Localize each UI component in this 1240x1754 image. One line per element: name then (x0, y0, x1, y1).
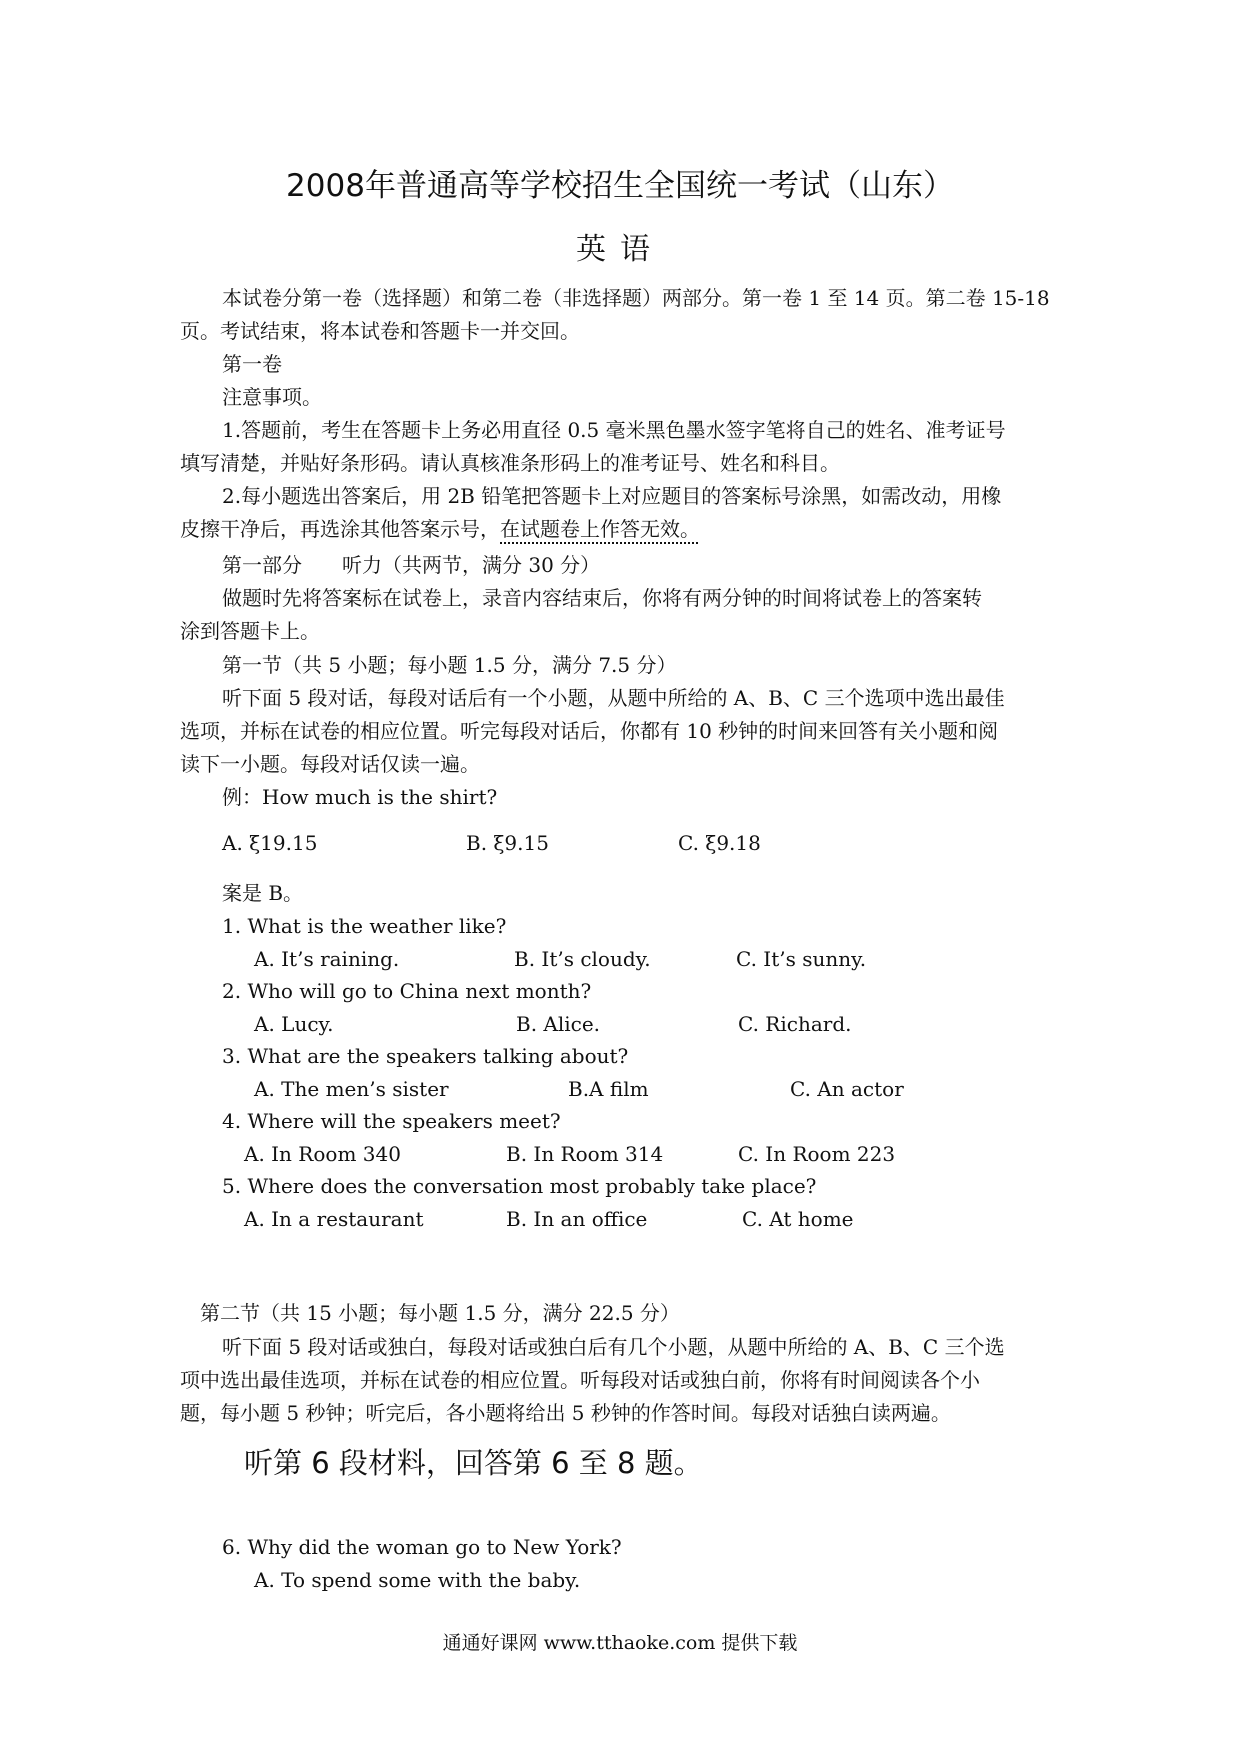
section-2-instr-line-1: 听下面 5 段对话或独白，每段对话或独白后有几个小题，从题中所给的 A、B、C 三个选 (222, 1335, 1005, 1359)
volume-1-label: 第一卷 (222, 352, 282, 376)
intro-line-2: 页。考试结束，将本试卷和答题卡一并交回。 (180, 319, 580, 343)
question-2: 2. Who will go to China next month? (222, 979, 592, 1003)
note-2-line-1: 2.每小题选出答案后，用 2B 铅笔把答题卡上对应题目的答案标号涂黑，如需改动，用橡 (222, 484, 1002, 508)
q4-option-c: C. In Room 223 (738, 1142, 896, 1166)
q5-option-c: C. At home (742, 1207, 854, 1231)
question-1: 1. What is the weather like? (222, 914, 507, 938)
note-2-line-2 (180, 516, 700, 542)
notes-title: 注意事项。 (222, 385, 322, 409)
q5-option-b: B. In an office (506, 1207, 648, 1231)
question-6: 6. Why did the woman go to New York? (222, 1535, 622, 1559)
q2-option-a: A. Lucy. (254, 1012, 334, 1036)
note-2-emphasis: 在试题卷上作答无效。 (500, 517, 700, 541)
q6-option-a: A. To spend some with the baby. (254, 1568, 581, 1592)
section-1-instr-line-1: 听下面 5 段对话，每段对话后有一个小题，从题中所给的 A、B、C 三个选项中选出最佳 (222, 686, 1005, 710)
question-4: 4. Where will the speakers meet? (222, 1109, 561, 1133)
part-1-instr-line-2: 涂到答题卡上。 (180, 619, 320, 643)
q1-option-b: B. It’s cloudy. (514, 947, 651, 971)
section-1-instr-line-3: 读下一小题。每段对话仅读一遍。 (180, 752, 480, 776)
part-1-title: 第一部分 听力（共两节，满分 30 分） (222, 553, 601, 577)
page-title: 2008年普通高等学校招生全国统一考试（山东） (286, 168, 954, 204)
q5-option-a: A. In a restaurant (244, 1207, 424, 1231)
section-2-title: 第二节（共 15 小题；每小题 1.5 分，满分 22.5 分） (200, 1301, 680, 1325)
section-1-title: 第一节（共 5 小题；每小题 1.5 分，满分 7.5 分） (222, 653, 677, 677)
q2-option-c: C. Richard. (738, 1012, 852, 1036)
example-option-b: B. ξ9.15 (466, 831, 549, 855)
q4-option-b: B. In Room 314 (506, 1142, 664, 1166)
q1-option-a: A. It’s raining. (254, 947, 400, 971)
part-1-instr-line-1: 做题时先将答案标在试卷上，录音内容结束后，你将有两分钟的时间将试卷上的答案转 (222, 586, 982, 610)
note-2-line-2-text: 皮擦干净后，再选涂其他答案示号， (180, 517, 500, 541)
example-option-c: C. ξ9.18 (678, 831, 761, 855)
q1-option-c: C. It’s sunny. (736, 947, 867, 971)
material-6-heading: 听第 6 段材料，回答第 6 至 8 题。 (244, 1446, 703, 1480)
example-option-a: A. ξ19.15 (222, 831, 318, 855)
q3-option-b: B.A film (568, 1077, 649, 1101)
q3-option-a: A. The men’s sister (254, 1077, 449, 1101)
section-1-instr-line-2: 选项，并标在试卷的相应位置。听完每段对话后，你都有 10 秒钟的时间来回答有关小题和阅 (180, 719, 999, 743)
q4-option-a: A. In Room 340 (244, 1142, 401, 1166)
example-answer: 案是 B。 (222, 881, 304, 905)
intro-line-1: 本试卷分第一卷（选择题）和第二卷（非选择题）两部分。第一卷 1 至 14 页。第二卷 15-18 (222, 286, 1050, 310)
section-2-instr-line-3: 题，每小题 5 秒钟；听完后，各小题将给出 5 秒钟的作答时间。每段对话独白读两遍。 (180, 1401, 951, 1425)
q2-option-b: B. Alice. (516, 1012, 601, 1036)
page-footer: 通通好课网 www.tthaoke.com 提供下载 (442, 1632, 798, 1654)
question-5: 5. Where does the conversation most probably take place? (222, 1174, 817, 1198)
note-1-line-1: 1.答题前，考生在答题卡上务必用直径 0.5 毫米黑色墨水签字笔将自己的姓名、准考证号 (222, 418, 1006, 442)
section-2-instr-line-2: 项中选出最佳选项，并标在试卷的相应位置。听每段对话或独白前，你将有时间阅读各个小 (180, 1368, 980, 1392)
q3-option-c: C. An actor (790, 1077, 904, 1101)
question-3: 3. What are the speakers talking about? (222, 1044, 629, 1068)
example-question: 例：How much is the shirt? (222, 785, 498, 809)
page-subtitle: 英语 (576, 232, 664, 267)
note-1-line-2: 填写清楚，并贴好条形码。请认真核准条形码上的准考证号、姓名和科目。 (180, 451, 840, 475)
